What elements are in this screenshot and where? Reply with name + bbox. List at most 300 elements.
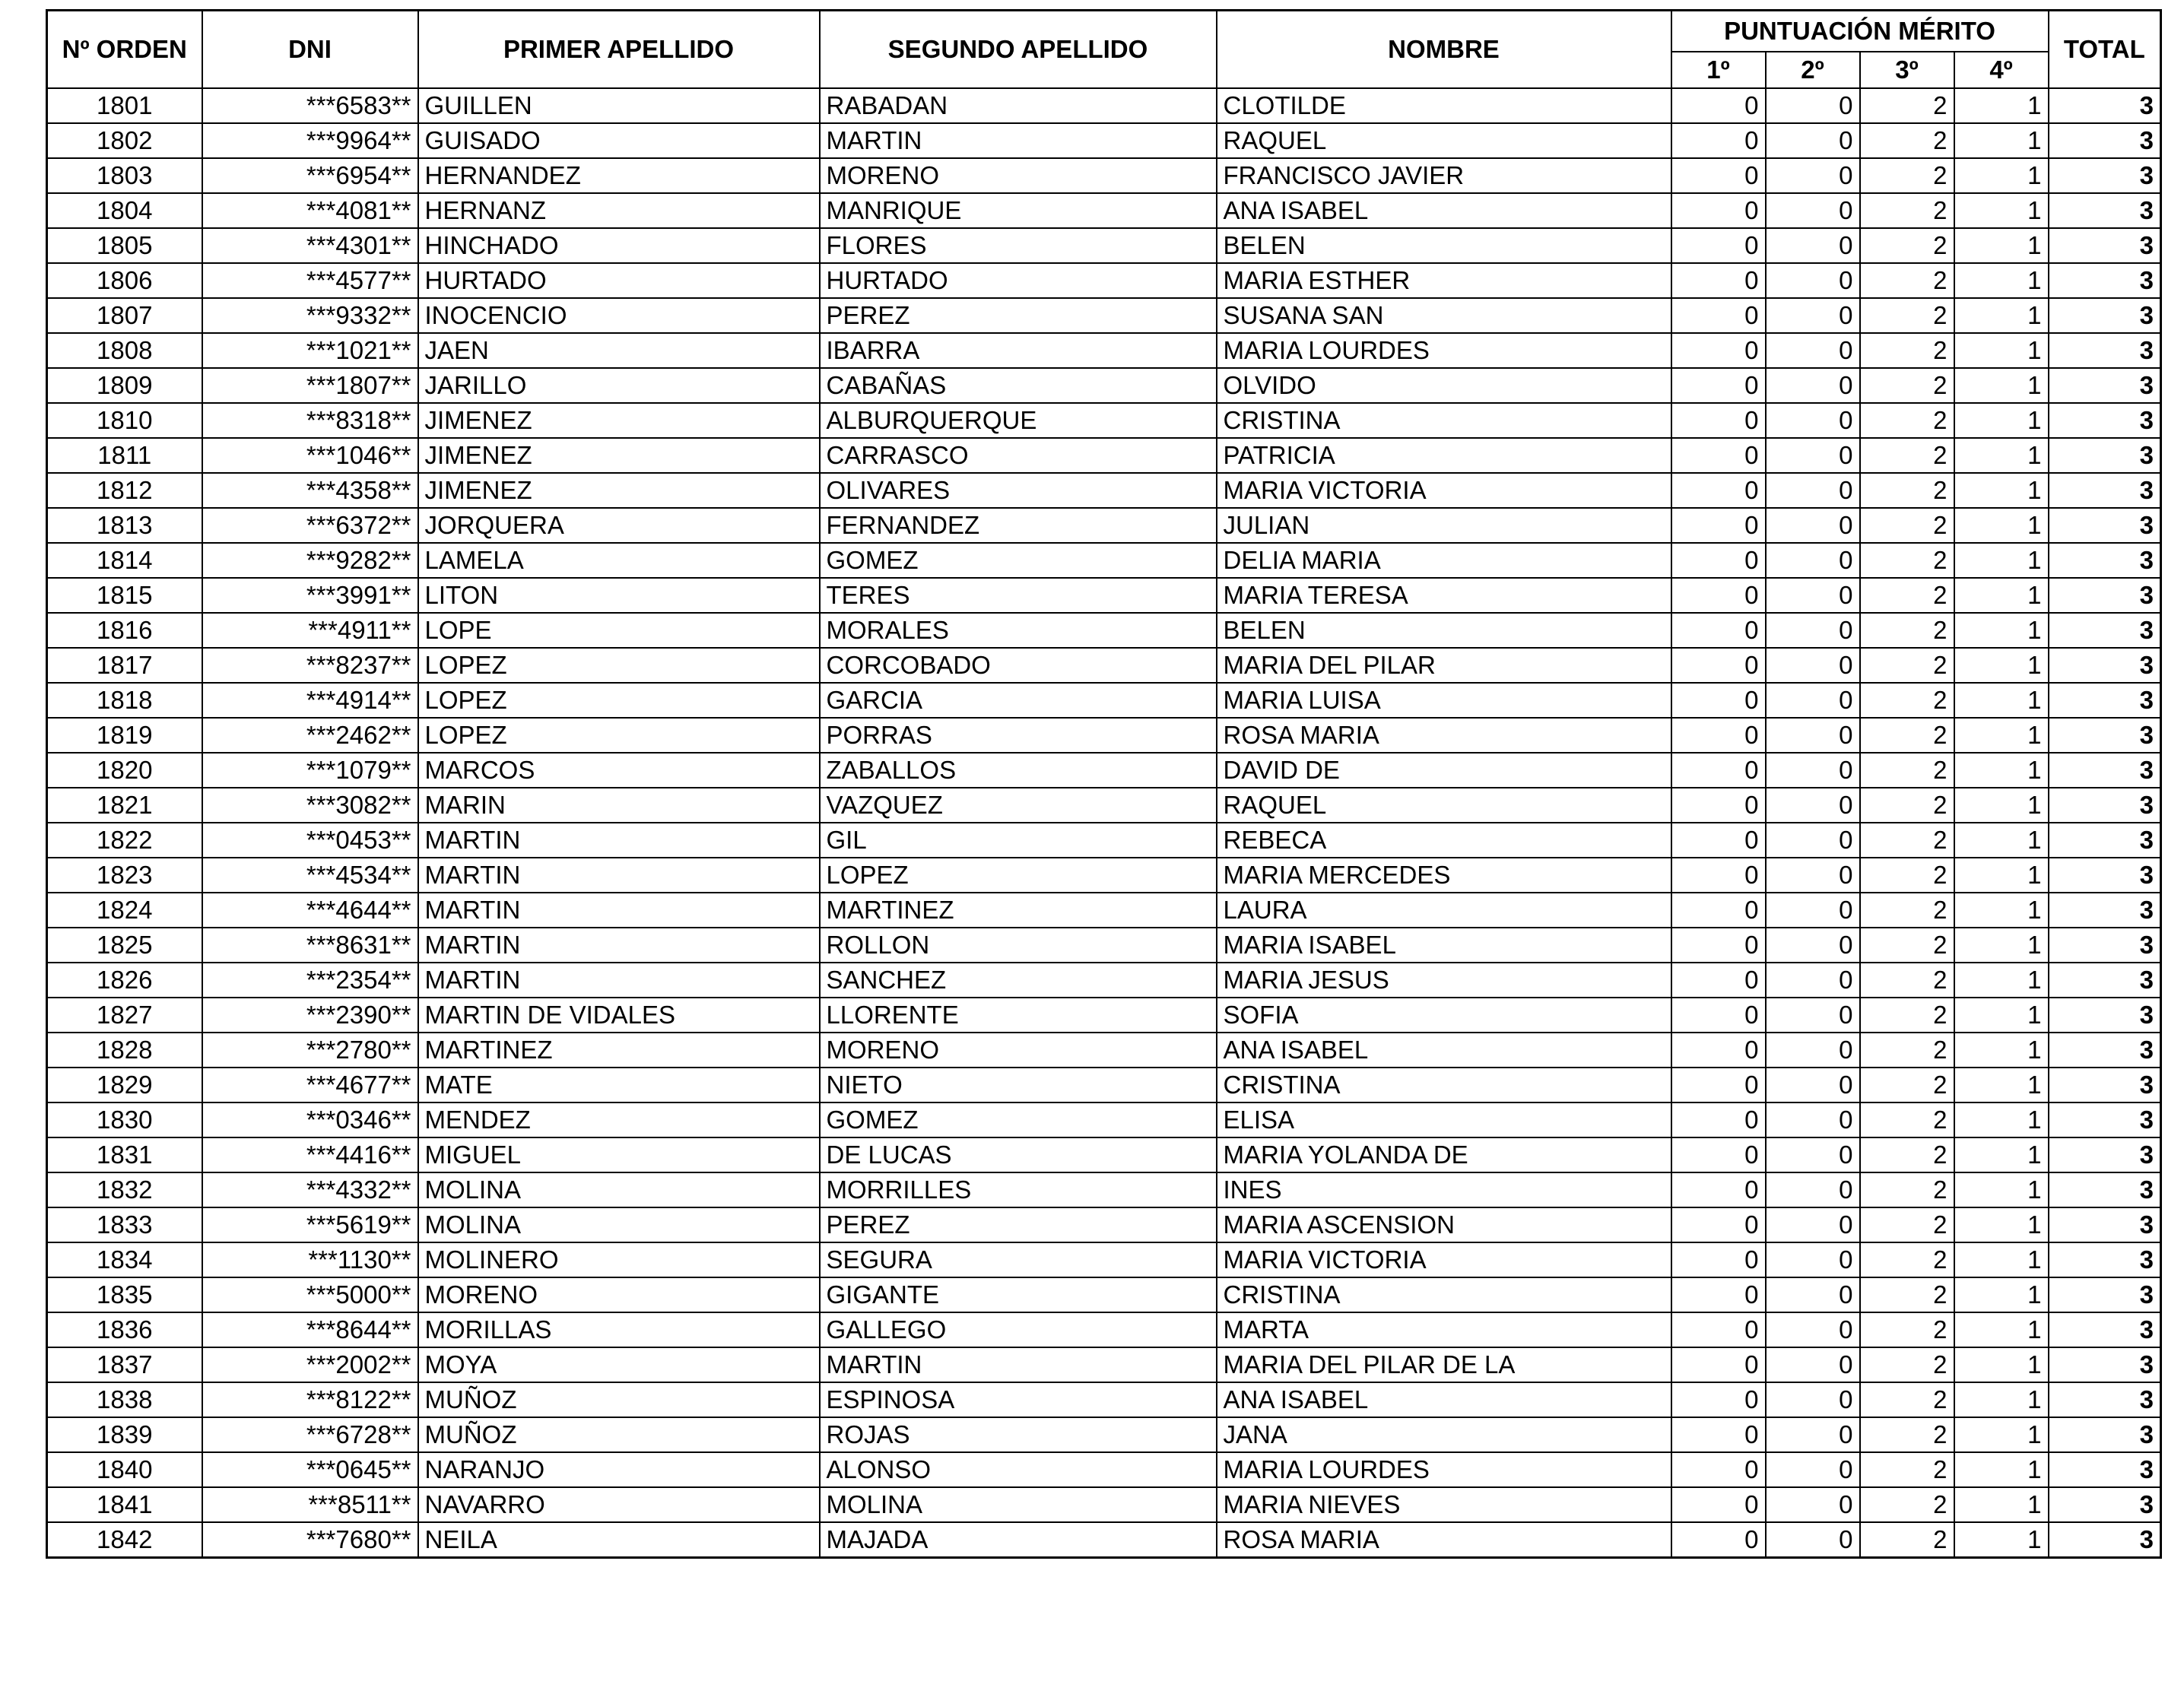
cell-orden: 1813 [47, 508, 202, 543]
cell-segundo-apellido: MORENO [820, 1033, 1217, 1068]
cell-orden: 1814 [47, 543, 202, 578]
cell-total: 3 [2049, 368, 2161, 403]
header-merit-4: 4º [1954, 52, 2049, 88]
cell-merit-2: 0 [1766, 88, 1860, 123]
cell-merit-4: 1 [1954, 1172, 2049, 1207]
cell-segundo-apellido: HURTADO [820, 263, 1217, 298]
cell-segundo-apellido: LLORENTE [820, 998, 1217, 1033]
cell-merit-4: 1 [1954, 928, 2049, 963]
cell-merit-2: 0 [1766, 123, 1860, 158]
cell-merit-1: 0 [1671, 228, 1766, 263]
cell-merit-4: 1 [1954, 263, 2049, 298]
cell-orden: 1806 [47, 263, 202, 298]
table-row [47, 1068, 2161, 1102]
cell-merit-1: 0 [1671, 1277, 1766, 1312]
cell-total: 3 [2049, 193, 2161, 228]
cell-total: 3 [2049, 1277, 2161, 1312]
cell-primer-apellido: MOYA [418, 1347, 820, 1382]
cell-merit-3: 2 [1860, 508, 1954, 543]
cell-merit-2: 0 [1766, 858, 1860, 893]
cell-merit-2: 0 [1766, 1242, 1860, 1277]
cell-merit-3: 2 [1860, 333, 1954, 368]
cell-total: 3 [2049, 1242, 2161, 1277]
table-row [47, 333, 2161, 368]
cell-merit-2: 0 [1766, 1522, 1860, 1558]
cell-total: 3 [2049, 1207, 2161, 1242]
cell-merit-2: 0 [1766, 158, 1860, 193]
cell-merit-3: 2 [1860, 1347, 1954, 1382]
table-row [47, 543, 2161, 578]
cell-orden: 1842 [47, 1522, 202, 1558]
cell-primer-apellido: JORQUERA [418, 508, 820, 543]
cell-total: 3 [2049, 123, 2161, 158]
cell-primer-apellido: LOPEZ [418, 683, 820, 718]
cell-dni: ***4416** [202, 1137, 418, 1172]
cell-nombre: ANA ISABEL [1217, 1382, 1671, 1417]
cell-segundo-apellido: ALBURQUERQUE [820, 403, 1217, 438]
cell-total: 3 [2049, 858, 2161, 893]
cell-total: 3 [2049, 1347, 2161, 1382]
cell-segundo-apellido: MAJADA [820, 1522, 1217, 1558]
cell-total: 3 [2049, 578, 2161, 613]
table-row [47, 1207, 2161, 1242]
cell-merit-1: 0 [1671, 1033, 1766, 1068]
header-orden: Nº ORDEN [47, 11, 202, 89]
cell-primer-apellido: MARTIN [418, 893, 820, 928]
table-row [47, 298, 2161, 333]
cell-merit-2: 0 [1766, 1347, 1860, 1382]
cell-merit-3: 2 [1860, 1452, 1954, 1487]
cell-merit-3: 2 [1860, 1312, 1954, 1347]
cell-nombre: DAVID DE [1217, 753, 1671, 788]
cell-primer-apellido: LOPEZ [418, 718, 820, 753]
cell-merit-3: 2 [1860, 1207, 1954, 1242]
cell-orden: 1822 [47, 823, 202, 858]
cell-segundo-apellido: ZABALLOS [820, 753, 1217, 788]
cell-merit-3: 2 [1860, 228, 1954, 263]
cell-total: 3 [2049, 228, 2161, 263]
cell-merit-1: 0 [1671, 403, 1766, 438]
cell-merit-2: 0 [1766, 1312, 1860, 1347]
cell-orden: 1817 [47, 648, 202, 683]
header-primer-apellido: PRIMER APELLIDO [418, 11, 820, 89]
cell-nombre: MARIA JESUS [1217, 963, 1671, 998]
cell-dni: ***8631** [202, 928, 418, 963]
cell-merit-4: 1 [1954, 543, 2049, 578]
table-row [47, 1102, 2161, 1137]
cell-segundo-apellido: MORRILLES [820, 1172, 1217, 1207]
cell-segundo-apellido: MARTINEZ [820, 893, 1217, 928]
cell-nombre: RAQUEL [1217, 788, 1671, 823]
cell-total: 3 [2049, 333, 2161, 368]
cell-primer-apellido: JAEN [418, 333, 820, 368]
cell-primer-apellido: HINCHADO [418, 228, 820, 263]
cell-orden: 1826 [47, 963, 202, 998]
cell-merit-2: 0 [1766, 893, 1860, 928]
cell-nombre: SOFIA [1217, 998, 1671, 1033]
cell-primer-apellido: NAVARRO [418, 1487, 820, 1522]
cell-orden: 1827 [47, 998, 202, 1033]
cell-merit-3: 2 [1860, 1137, 1954, 1172]
table-row [47, 1347, 2161, 1382]
cell-nombre: MARIA DEL PILAR DE LA [1217, 1347, 1671, 1382]
cell-merit-4: 1 [1954, 823, 2049, 858]
cell-merit-2: 0 [1766, 1417, 1860, 1452]
cell-segundo-apellido: GOMEZ [820, 543, 1217, 578]
cell-orden: 1811 [47, 438, 202, 473]
cell-primer-apellido: NEILA [418, 1522, 820, 1558]
cell-merit-3: 2 [1860, 123, 1954, 158]
cell-nombre: REBECA [1217, 823, 1671, 858]
cell-merit-1: 0 [1671, 158, 1766, 193]
cell-total: 3 [2049, 1033, 2161, 1068]
cell-segundo-apellido: GOMEZ [820, 1102, 1217, 1137]
cell-orden: 1833 [47, 1207, 202, 1242]
cell-segundo-apellido: ROLLON [820, 928, 1217, 963]
cell-nombre: ELISA [1217, 1102, 1671, 1137]
cell-merit-3: 2 [1860, 438, 1954, 473]
cell-merit-4: 1 [1954, 1068, 2049, 1102]
cell-dni: ***4914** [202, 683, 418, 718]
cell-merit-3: 2 [1860, 928, 1954, 963]
cell-segundo-apellido: LOPEZ [820, 858, 1217, 893]
cell-merit-1: 0 [1671, 928, 1766, 963]
cell-merit-3: 2 [1860, 1487, 1954, 1522]
cell-dni: ***2354** [202, 963, 418, 998]
table-row [47, 823, 2161, 858]
table-row [47, 928, 2161, 963]
cell-merit-4: 1 [1954, 403, 2049, 438]
cell-orden: 1824 [47, 893, 202, 928]
table-row [47, 893, 2161, 928]
cell-nombre: MARIA LUISA [1217, 683, 1671, 718]
cell-merit-1: 0 [1671, 1487, 1766, 1522]
cell-merit-2: 0 [1766, 263, 1860, 298]
cell-segundo-apellido: FLORES [820, 228, 1217, 263]
cell-merit-2: 0 [1766, 1033, 1860, 1068]
cell-primer-apellido: MIGUEL [418, 1137, 820, 1172]
cell-dni: ***7680** [202, 1522, 418, 1558]
cell-merit-3: 2 [1860, 298, 1954, 333]
cell-merit-1: 0 [1671, 438, 1766, 473]
cell-total: 3 [2049, 963, 2161, 998]
cell-merit-2: 0 [1766, 438, 1860, 473]
cell-nombre: CRISTINA [1217, 1277, 1671, 1312]
cell-merit-2: 0 [1766, 193, 1860, 228]
cell-merit-4: 1 [1954, 718, 2049, 753]
cell-nombre: MARIA VICTORIA [1217, 1242, 1671, 1277]
cell-merit-2: 0 [1766, 1137, 1860, 1172]
cell-orden: 1840 [47, 1452, 202, 1487]
cell-merit-1: 0 [1671, 1312, 1766, 1347]
header-merit-2: 2º [1766, 52, 1860, 88]
cell-dni: ***6728** [202, 1417, 418, 1452]
cell-primer-apellido: MUÑOZ [418, 1382, 820, 1417]
cell-total: 3 [2049, 1102, 2161, 1137]
table-row [47, 1172, 2161, 1207]
cell-orden: 1801 [47, 88, 202, 123]
cell-orden: 1841 [47, 1487, 202, 1522]
cell-nombre: MARIA DEL PILAR [1217, 648, 1671, 683]
cell-dni: ***0453** [202, 823, 418, 858]
table-row [47, 1033, 2161, 1068]
cell-nombre: MARIA ASCENSION [1217, 1207, 1671, 1242]
table-row [47, 193, 2161, 228]
cell-merit-2: 0 [1766, 543, 1860, 578]
table-body [47, 88, 2161, 1558]
cell-merit-1: 0 [1671, 788, 1766, 823]
table-row [47, 683, 2161, 718]
cell-primer-apellido: JIMENEZ [418, 473, 820, 508]
cell-primer-apellido: MUÑOZ [418, 1417, 820, 1452]
header-nombre: NOMBRE [1217, 11, 1671, 89]
cell-total: 3 [2049, 438, 2161, 473]
cell-segundo-apellido: GIGANTE [820, 1277, 1217, 1312]
cell-nombre: CRISTINA [1217, 1068, 1671, 1102]
cell-merit-2: 0 [1766, 508, 1860, 543]
cell-nombre: BELEN [1217, 228, 1671, 263]
table-row [47, 228, 2161, 263]
cell-merit-2: 0 [1766, 1452, 1860, 1487]
cell-dni: ***4644** [202, 893, 418, 928]
cell-merit-2: 0 [1766, 928, 1860, 963]
cell-nombre: CRISTINA [1217, 403, 1671, 438]
cell-segundo-apellido: TERES [820, 578, 1217, 613]
cell-primer-apellido: JIMENEZ [418, 438, 820, 473]
cell-merit-1: 0 [1671, 88, 1766, 123]
cell-orden: 1803 [47, 158, 202, 193]
cell-primer-apellido: MARTIN [418, 858, 820, 893]
table-row [47, 1312, 2161, 1347]
table-row [47, 473, 2161, 508]
cell-primer-apellido: MORILLAS [418, 1312, 820, 1347]
cell-nombre: MARTA [1217, 1312, 1671, 1347]
cell-segundo-apellido: MOLINA [820, 1487, 1217, 1522]
cell-total: 3 [2049, 1312, 2161, 1347]
cell-merit-4: 1 [1954, 893, 2049, 928]
cell-primer-apellido: JARILLO [418, 368, 820, 403]
cell-merit-1: 0 [1671, 613, 1766, 648]
cell-orden: 1839 [47, 1417, 202, 1452]
cell-merit-1: 0 [1671, 333, 1766, 368]
cell-primer-apellido: MOLINA [418, 1172, 820, 1207]
table-row [47, 718, 2161, 753]
cell-primer-apellido: MORENO [418, 1277, 820, 1312]
cell-segundo-apellido: IBARRA [820, 333, 1217, 368]
cell-total: 3 [2049, 263, 2161, 298]
cell-total: 3 [2049, 683, 2161, 718]
cell-dni: ***0346** [202, 1102, 418, 1137]
cell-merit-3: 2 [1860, 1068, 1954, 1102]
cell-merit-2: 0 [1766, 298, 1860, 333]
cell-dni: ***2390** [202, 998, 418, 1033]
cell-nombre: MARIA NIEVES [1217, 1487, 1671, 1522]
cell-orden: 1815 [47, 578, 202, 613]
cell-segundo-apellido: MORALES [820, 613, 1217, 648]
cell-orden: 1834 [47, 1242, 202, 1277]
cell-merit-3: 2 [1860, 613, 1954, 648]
cell-merit-3: 2 [1860, 1242, 1954, 1277]
cell-merit-3: 2 [1860, 1102, 1954, 1137]
cell-primer-apellido: MARTIN [418, 928, 820, 963]
cell-orden: 1807 [47, 298, 202, 333]
cell-merit-1: 0 [1671, 1068, 1766, 1102]
cell-merit-2: 0 [1766, 683, 1860, 718]
cell-merit-4: 1 [1954, 473, 2049, 508]
cell-merit-4: 1 [1954, 1417, 2049, 1452]
cell-primer-apellido: LITON [418, 578, 820, 613]
cell-total: 3 [2049, 928, 2161, 963]
cell-segundo-apellido: MARTIN [820, 123, 1217, 158]
cell-merit-3: 2 [1860, 263, 1954, 298]
table-row [47, 123, 2161, 158]
cell-merit-2: 0 [1766, 1487, 1860, 1522]
header-total: TOTAL [2049, 11, 2161, 89]
cell-dni: ***8122** [202, 1382, 418, 1417]
cell-nombre: MARIA VICTORIA [1217, 473, 1671, 508]
cell-merit-4: 1 [1954, 368, 2049, 403]
table-row [47, 263, 2161, 298]
cell-merit-4: 1 [1954, 963, 2049, 998]
cell-merit-1: 0 [1671, 123, 1766, 158]
cell-dni: ***6583** [202, 88, 418, 123]
cell-merit-4: 1 [1954, 88, 2049, 123]
cell-segundo-apellido: ROJAS [820, 1417, 1217, 1452]
cell-merit-4: 1 [1954, 578, 2049, 613]
table-row [47, 1487, 2161, 1522]
cell-nombre: CLOTILDE [1217, 88, 1671, 123]
cell-merit-1: 0 [1671, 1417, 1766, 1452]
cell-merit-4: 1 [1954, 998, 2049, 1033]
cell-merit-1: 0 [1671, 1242, 1766, 1277]
cell-total: 3 [2049, 1522, 2161, 1558]
cell-segundo-apellido: SEGURA [820, 1242, 1217, 1277]
cell-dni: ***2462** [202, 718, 418, 753]
cell-merit-3: 2 [1860, 753, 1954, 788]
cell-merit-1: 0 [1671, 753, 1766, 788]
cell-merit-4: 1 [1954, 1207, 2049, 1242]
cell-total: 3 [2049, 1487, 2161, 1522]
cell-merit-1: 0 [1671, 1137, 1766, 1172]
cell-merit-1: 0 [1671, 858, 1766, 893]
cell-segundo-apellido: CARRASCO [820, 438, 1217, 473]
cell-segundo-apellido: GALLEGO [820, 1312, 1217, 1347]
cell-orden: 1818 [47, 683, 202, 718]
cell-dni: ***0645** [202, 1452, 418, 1487]
table-row [47, 1452, 2161, 1487]
cell-merit-1: 0 [1671, 718, 1766, 753]
cell-merit-2: 0 [1766, 1207, 1860, 1242]
cell-merit-1: 0 [1671, 578, 1766, 613]
cell-primer-apellido: MARIN [418, 788, 820, 823]
cell-nombre: ROSA MARIA [1217, 1522, 1671, 1558]
cell-merit-4: 1 [1954, 1137, 2049, 1172]
cell-merit-2: 0 [1766, 403, 1860, 438]
cell-primer-apellido: MARTINEZ [418, 1033, 820, 1068]
cell-merit-4: 1 [1954, 438, 2049, 473]
table-row [47, 403, 2161, 438]
table-row [47, 648, 2161, 683]
cell-dni: ***4534** [202, 858, 418, 893]
cell-merit-3: 2 [1860, 403, 1954, 438]
cell-merit-4: 1 [1954, 1312, 2049, 1347]
table-header [47, 11, 2161, 89]
table-row [47, 368, 2161, 403]
cell-merit-3: 2 [1860, 543, 1954, 578]
cell-total: 3 [2049, 1382, 2161, 1417]
cell-nombre: DELIA MARIA [1217, 543, 1671, 578]
cell-merit-4: 1 [1954, 228, 2049, 263]
cell-segundo-apellido: GARCIA [820, 683, 1217, 718]
cell-merit-1: 0 [1671, 963, 1766, 998]
cell-nombre: MARIA ISABEL [1217, 928, 1671, 963]
header-puntuacion-merito: PUNTUACIÓN MÉRITO [1671, 11, 2049, 52]
cell-segundo-apellido: GIL [820, 823, 1217, 858]
cell-merit-3: 2 [1860, 1172, 1954, 1207]
merit-score-table [46, 9, 2162, 1559]
cell-orden: 1830 [47, 1102, 202, 1137]
cell-nombre: RAQUEL [1217, 123, 1671, 158]
cell-orden: 1829 [47, 1068, 202, 1102]
cell-segundo-apellido: NIETO [820, 1068, 1217, 1102]
table-row [47, 88, 2161, 123]
cell-orden: 1836 [47, 1312, 202, 1347]
cell-dni: ***1046** [202, 438, 418, 473]
cell-dni: ***4911** [202, 613, 418, 648]
table-row [47, 158, 2161, 193]
cell-dni: ***4081** [202, 193, 418, 228]
cell-dni: ***8644** [202, 1312, 418, 1347]
cell-nombre: MARIA ESTHER [1217, 263, 1671, 298]
table-row [47, 1522, 2161, 1558]
cell-merit-2: 0 [1766, 1068, 1860, 1102]
cell-merit-1: 0 [1671, 298, 1766, 333]
cell-merit-3: 2 [1860, 368, 1954, 403]
cell-nombre: MARIA MERCEDES [1217, 858, 1671, 893]
cell-merit-1: 0 [1671, 543, 1766, 578]
cell-orden: 1805 [47, 228, 202, 263]
cell-nombre: ANA ISABEL [1217, 193, 1671, 228]
table-row [47, 1417, 2161, 1452]
cell-orden: 1802 [47, 123, 202, 158]
cell-total: 3 [2049, 613, 2161, 648]
cell-dni: ***1021** [202, 333, 418, 368]
cell-merit-1: 0 [1671, 998, 1766, 1033]
cell-primer-apellido: GUISADO [418, 123, 820, 158]
cell-segundo-apellido: MORENO [820, 158, 1217, 193]
results-sheet [46, 9, 2160, 1559]
cell-primer-apellido: MARTIN [418, 963, 820, 998]
cell-segundo-apellido: MANRIQUE [820, 193, 1217, 228]
cell-merit-1: 0 [1671, 1522, 1766, 1558]
cell-nombre: FRANCISCO JAVIER [1217, 158, 1671, 193]
cell-orden: 1837 [47, 1347, 202, 1382]
cell-merit-1: 0 [1671, 368, 1766, 403]
cell-total: 3 [2049, 1452, 2161, 1487]
cell-dni: ***4332** [202, 1172, 418, 1207]
cell-nombre: OLVIDO [1217, 368, 1671, 403]
cell-total: 3 [2049, 88, 2161, 123]
cell-segundo-apellido: MARTIN [820, 1347, 1217, 1382]
cell-primer-apellido: MARTIN [418, 823, 820, 858]
cell-nombre: LAURA [1217, 893, 1671, 928]
header-dni: DNI [202, 11, 418, 89]
cell-merit-4: 1 [1954, 858, 2049, 893]
cell-primer-apellido: INOCENCIO [418, 298, 820, 333]
cell-dni: ***8318** [202, 403, 418, 438]
cell-merit-2: 0 [1766, 1382, 1860, 1417]
cell-orden: 1838 [47, 1382, 202, 1417]
